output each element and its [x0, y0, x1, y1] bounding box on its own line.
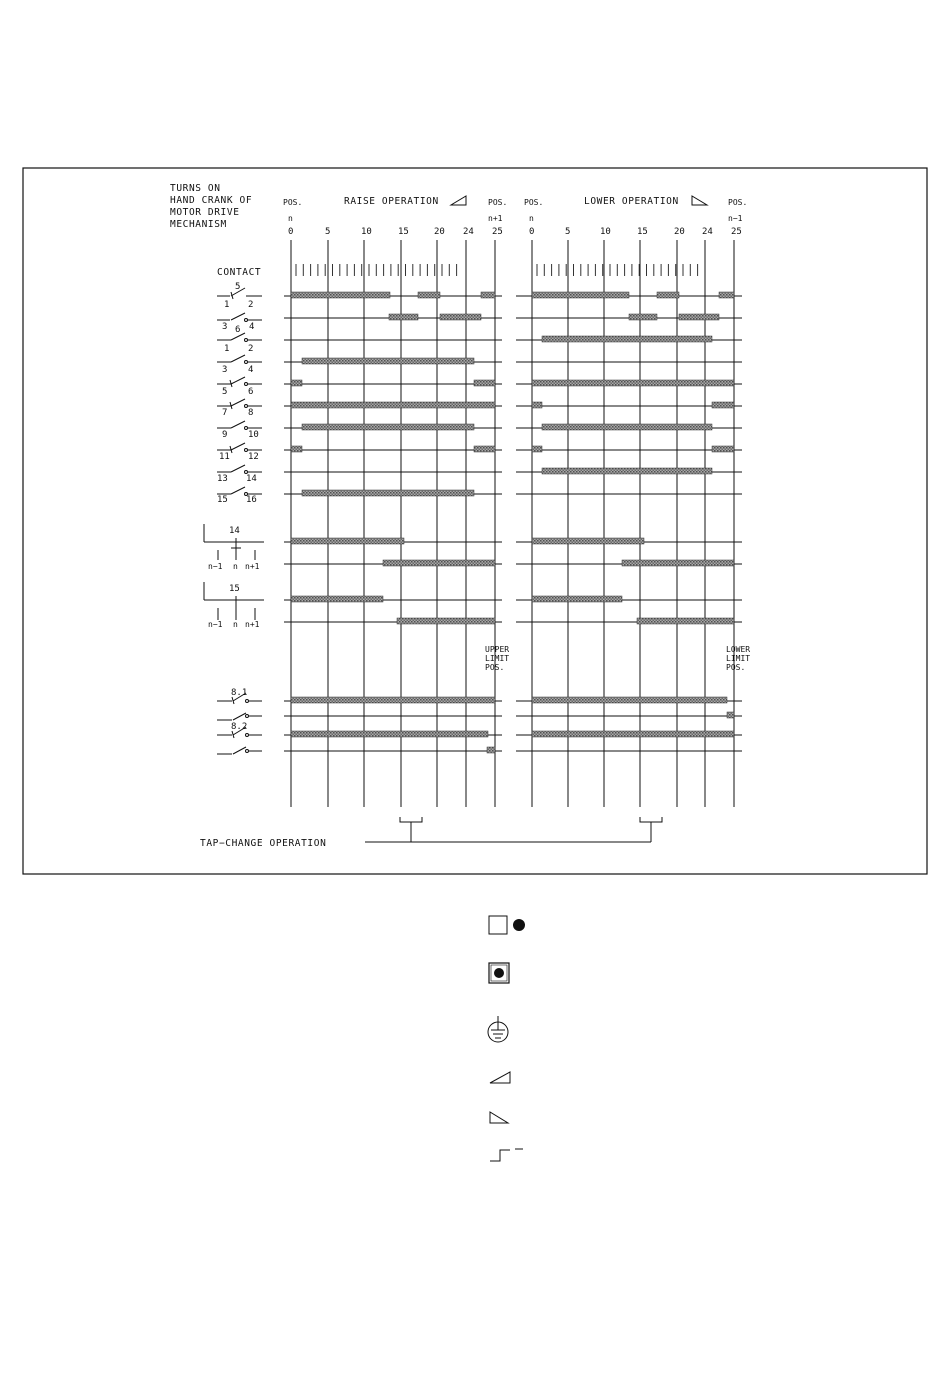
lower-pos-right: POS. — [728, 198, 748, 207]
raise-pos-n: n — [288, 214, 293, 223]
limit-8-1-label: 8.1 — [231, 688, 248, 698]
pair-blade-4 — [231, 421, 245, 428]
raise-tick-20: 20 — [434, 227, 445, 237]
contact-364-left: 3 — [222, 322, 228, 332]
pair-11-12-left: 11 — [219, 452, 230, 462]
raise-tick-5: 5 — [325, 227, 331, 237]
raise-tick-10: 10 — [361, 227, 372, 237]
pair-3-4-left: 3 — [222, 365, 228, 375]
contact-bar-4 — [440, 314, 481, 320]
contact-bar-15 — [291, 596, 383, 602]
raise-pos-right: POS. — [488, 198, 508, 207]
raise-title: RAISE OPERATION — [344, 196, 439, 207]
contact-bar-34 — [622, 560, 734, 566]
contact-bar-10 — [291, 446, 302, 452]
turns-label-3: MOTOR DRIVE — [170, 207, 240, 218]
pair-terminal-2 — [245, 383, 248, 386]
lower-pos-left: POS. — [524, 198, 544, 207]
raise-pos-left: POS. — [283, 198, 303, 207]
lower-tick-5: 5 — [565, 227, 571, 237]
pair-13-14-right: 14 — [246, 474, 257, 484]
turns-label-4: MECHANISM — [170, 219, 227, 230]
pair-terminal-1 — [245, 361, 248, 364]
contact-bar-8 — [291, 402, 495, 408]
selector-14-n: n — [233, 562, 238, 571]
lower-tick-24: 24 — [702, 227, 713, 237]
selector-14-n-plus: n+1 — [245, 562, 260, 571]
contact-5-top: 5 — [235, 282, 241, 292]
contact-bar-27 — [532, 402, 542, 408]
lower-tick-25: 25 — [731, 227, 742, 237]
pair-blade-1 — [231, 355, 245, 362]
contact-bar-14 — [383, 560, 495, 566]
pair-1-2-left: 1 — [224, 344, 230, 354]
selector-15-label: 15 — [229, 584, 240, 594]
box-and-dot-icon — [489, 916, 525, 934]
contact-bar-11 — [474, 446, 495, 452]
contact-bar-16 — [397, 618, 495, 624]
upper-limit-1: UPPER — [485, 645, 510, 654]
lower-tick-0: 0 — [529, 227, 535, 237]
lower-triangle-icon — [490, 1112, 508, 1123]
contact-bar-23 — [629, 314, 657, 320]
crank-turn-marks — [296, 264, 698, 276]
selector-15-n: n — [233, 620, 238, 629]
raise-tick-0: 0 — [288, 227, 294, 237]
pair-5-6-left: 5 — [222, 387, 228, 397]
selector-14-label: 14 — [229, 526, 240, 536]
contact-bar-36 — [637, 618, 734, 624]
contact-5-right: 2 — [248, 300, 254, 310]
contact-bar-1 — [418, 292, 440, 298]
contact-bar-38 — [727, 712, 734, 718]
contact-364-symbol — [217, 313, 262, 322]
timing-grid — [284, 240, 742, 807]
contact-bar-12 — [302, 490, 474, 496]
contact-bar-6 — [291, 380, 302, 386]
step-edge-icon — [490, 1149, 523, 1161]
contact-bar-18 — [291, 731, 488, 737]
lower-limit-2: LIMIT — [726, 654, 751, 663]
contact-bar-22 — [719, 292, 734, 298]
contact-bars — [291, 292, 734, 753]
limit-8-2-label: 8.2 — [231, 722, 248, 732]
upper-limit-3: POS. — [485, 663, 505, 672]
pair-11-12-right: 12 — [248, 452, 259, 462]
turns-label-2: HAND CRANK OF — [170, 195, 253, 206]
raise-tick-24: 24 — [463, 227, 474, 237]
earth-ground-icon — [488, 1016, 508, 1042]
lower-pos-n-minus: n−1 — [728, 214, 743, 223]
lower-tick-10: 10 — [600, 227, 611, 237]
pair-blade-3 — [231, 399, 245, 406]
contact-bar-9 — [302, 424, 474, 430]
contact-bar-39 — [532, 731, 734, 737]
pair-5-6-right: 6 — [248, 387, 254, 397]
pair-blade-2 — [231, 377, 245, 384]
contact-bar-29 — [542, 424, 712, 430]
raise-pos-n-plus: n+1 — [488, 214, 503, 223]
contact-364-mid: 6 — [235, 325, 241, 335]
pair-9-10-left: 9 — [222, 430, 228, 440]
pair-blade-5 — [231, 443, 245, 450]
contact-bar-28 — [712, 402, 734, 408]
lower-title: LOWER OPERATION — [584, 196, 679, 207]
pair-15-16-right: 16 — [246, 495, 257, 505]
contact-bar-37 — [532, 697, 727, 703]
selector-15-n-minus: n−1 — [208, 620, 223, 629]
lower-tick-20: 20 — [674, 227, 685, 237]
lower-limit-3: POS. — [726, 663, 746, 672]
lower-tick-15: 15 — [637, 227, 648, 237]
contact-bar-30 — [532, 446, 542, 452]
pair-3-4-right: 4 — [248, 365, 254, 375]
pair-blade-6 — [231, 465, 245, 472]
selector-15-n-plus: n+1 — [245, 620, 260, 629]
boxed-dot-icon — [489, 963, 509, 983]
contact-364-right: 4 — [249, 322, 255, 332]
contact-bar-20 — [532, 292, 629, 298]
lower-limit-1: LOWER — [726, 645, 751, 654]
pair-9-10-right: 10 — [248, 430, 259, 440]
contact-bar-35 — [532, 596, 622, 602]
raise-tick-15: 15 — [398, 227, 409, 237]
contact-bar-19 — [487, 747, 495, 753]
lower-pos-n: n — [529, 214, 534, 223]
contact-5-left: 1 — [224, 300, 230, 310]
contact-bar-32 — [542, 468, 712, 474]
pair-7-8-right: 8 — [248, 408, 254, 418]
pair-terminal-0 — [245, 339, 248, 342]
turns-label-1: TURNS ON — [170, 183, 221, 194]
contact-bar-17 — [291, 697, 495, 703]
contact-bar-21 — [657, 292, 679, 298]
contact-bar-0 — [291, 292, 390, 298]
contact-bar-25 — [542, 336, 712, 342]
pair-7-8-left: 7 — [222, 408, 228, 418]
upper-limit-2: LIMIT — [485, 654, 510, 663]
contact-bar-31 — [712, 446, 734, 452]
contact-bar-5 — [302, 358, 474, 364]
pair-1-2-right: 2 — [248, 344, 254, 354]
contact-bar-2 — [481, 292, 495, 298]
contact-bar-3 — [389, 314, 418, 320]
tap-change-label: TAP−CHANGE OPERATION — [200, 838, 327, 849]
selector-14-n-minus: n−1 — [208, 562, 223, 571]
raise-triangle-icon — [451, 196, 466, 205]
contact-bar-7 — [474, 380, 495, 386]
pair-blade-7 — [231, 487, 245, 494]
raise-tick-25: 25 — [492, 227, 503, 237]
contact-bar-13 — [291, 538, 404, 544]
contact-bar-26 — [532, 380, 734, 386]
pair-13-14-left: 13 — [217, 474, 228, 484]
diagram-frame — [23, 168, 927, 874]
contact-bar-33 — [532, 538, 644, 544]
raise-triangle-icon — [490, 1072, 510, 1083]
pair-15-16-left: 15 — [217, 495, 228, 505]
lower-triangle-icon — [692, 196, 707, 205]
contact-bar-24 — [679, 314, 719, 320]
contact-heading: CONTACT — [217, 267, 262, 278]
tap-change-bracket — [365, 817, 662, 842]
